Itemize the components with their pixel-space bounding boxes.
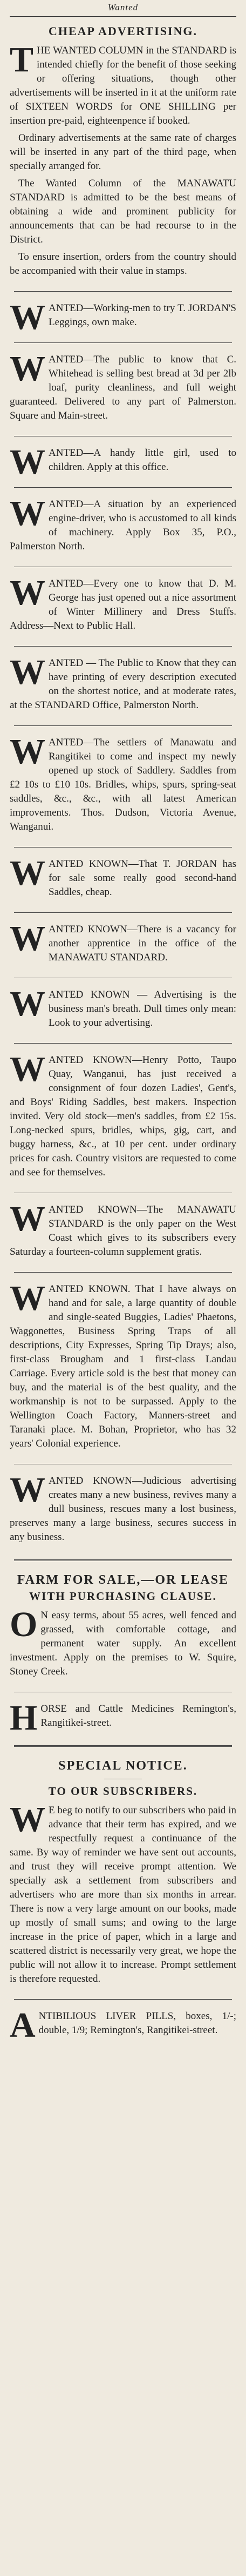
ad-paragraph: ANTED—The public to know that C. Whitehead is selling best bread at 3d per 2lb loaf, purity cleanliness, and full weight guaranteed. Delivered to any part of Palmerston. Square and Main-street. [10,354,236,421]
drop-cap: T [10,40,34,79]
drop-cap: W [10,853,45,893]
ad-paragraph: ANTED KNOWN—Judicious advertising creates many a new business, revives many a dull business, rescues many a lost business, preserves many a large business, secures success in any business. [10,1475,236,1543]
drop-cap: W [10,1199,45,1239]
ads-list [10,40,236,1548]
ad-paragraph: ANTED KNOWN—The MANAWATU STANDARD is the only paper on the West Coast which gives to its subscribers every Saturday a fourteen-column supplement gratis. [10,1204,236,1257]
pills-ad [10,2006,236,2045]
horse-ad [10,1698,236,1738]
classified-ad [10,298,236,337]
divider [14,912,232,913]
newspaper-column [10,0,236,2045]
classified-ad [10,1470,236,1548]
ad-paragraph: ANTED KNOWN—That T. JORDAN has for sale some really good second-hand Saddles, cheap. [49,858,236,898]
drop-cap: W [10,442,45,482]
notice-title: SPECIAL NOTICE. [58,1759,188,1773]
section-title: CHEAP ADVERTISING. [48,24,198,38]
divider [14,1745,232,1747]
notice-subtitle: TO OUR SUBSCRIBERS. [48,1785,198,1798]
classified-ad [10,494,236,557]
classified-ad [10,984,236,1033]
drop-cap: O [10,1605,38,1644]
drop-cap: W [10,1470,45,1510]
classified-ad [10,853,236,903]
pills-text: NTIBILIOUS LIVER PILLS, boxes, 1/-; double, 1/9; Remington's, Rangitikei-street. [38,2010,236,2036]
notice-text: E beg to notify to our subscribers who paid in advance that their term has expired, and we respectfully request a continuance of the same. By way of reminder we have sent out accounts, and trust they will receive prompt attention. We specially ask a settlement from subscribers and advertisers who are more than six months in arrear. There is now a very large amount on our books, made up mostly of small sums; and owing to the large increase in the price of paper, which in a large and scattered district is necessarily very great, we hope the public will not allow it to increase. Prompt settlement is therefore requested. [10,1805,236,1985]
divider [14,646,232,647]
divider [14,1043,232,1044]
classified-ad [10,1279,236,1454]
ad-paragraph: ANTED—Every one to know that D. M. George has just opened out a nice assortment of Winter Millinery and Dress Stuffs. Address—Next to Public Hall. [10,578,236,631]
ad-paragraph: The Wanted Column of the MANAWATU STANDARD is admitted to be the best means of obtaining a wide and prominent publicity for announcements that can be had recourse to in the District. [10,178,236,245]
drop-cap: W [10,573,45,613]
classified-ad [10,573,236,636]
farm-body [10,1605,236,1682]
classified-ad [10,40,236,281]
farm-text: N easy terms, about 55 acres, well fenced and grassed, with comfortable cottage, and permanent water supply. An excellent investment. Apply on the premises to W. Squire, Stoney Creek. [10,1610,236,1677]
drop-cap: W [10,1050,45,1089]
drop-cap: W [10,494,45,533]
classified-ad [10,1199,236,1262]
classified-ad [10,653,236,716]
classified-ad [10,919,236,968]
special-notice [10,1759,236,1989]
ad-paragraph: ANTED KNOWN—There is a vacancy for another apprentice in the office of the MANAWATU STANDARD. [49,924,236,963]
divider [14,1272,232,1273]
drop-cap: W [10,653,45,692]
farm-title: FARM FOR SALE,—OR LEASE [17,1573,229,1587]
divider [14,847,232,848]
ad-paragraph: ANTED KNOWN. That I have always on hand and for sale, a large quantity of double and single-seated Buggies, Ladies' Phaetons, Waggonettes, Business Spring Traps of all descriptions, City Expresses, Spring Tip Drays; also, first-class Brougham and 1 first-class Landau Carriage. Every article sold is the best that money can buy, and the material is of the best quality, and the workmanship is not to be surpassed. Apply to the Wellington Coach Factory, Manners-street and Taranaki place. M. Bohan, Proprietor, who has 32 years' Colonial experience. [10,1283,236,1449]
drop-cap: H [10,1698,38,1738]
ad-paragraph: ANTED KNOWN—Henry Potto, Taupo Quay, Wanganui, has just received a consignment of four dozen Ladies', Gent's, and Boys' Riding Saddles, best makers. Inspection invited. Very old stock—men's saddles, from £2 15s. Long-necked spurs, bridles, whips, gig, cart, and buggy harness, &c., at 10 per cent. under ordinary prices for cash. Country visitors are requested to come and see for themselves. [10,1054,236,1178]
farm-ad [10,1573,236,1682]
ad-paragraph: ANTED—Working-men to try T. JORDAN'S Leggings, own make. [49,302,236,328]
drop-cap: W [10,984,45,1024]
header-rule [10,16,236,17]
divider [14,342,232,343]
ad-paragraph: Ordinary advertisements at the same rate of charges will be inserted in any part of the third page, when specially arranged for. [10,132,236,172]
ad-paragraph: ANTED — The Public to Know that they can have printing of every description executed on the shortest notice, and at moderate rates, at the STANDARD Office, Palmerston North. [10,657,236,711]
horse-text: ORSE and Cattle Medicines Remington's, Rangitikei-street. [40,1703,236,1728]
drop-cap: W [10,732,45,771]
divider [14,1999,232,2000]
drop-cap: W [10,919,45,958]
farm-subtitle: WITH PURCHASING CLAUSE. [29,1590,217,1603]
ad-paragraph: HE WANTED COLUMN in the STANDARD is intended chiefly for the benefit of those seeking or offering situations, though other advertisements will be inserted in it at the uniform rate of SIXTEEN WORDS for ONE SHILLING per insertion pre-paid, eighteenpence if booked. [10,45,236,126]
divider [14,291,232,292]
classified-ad [10,732,236,837]
drop-cap: W [10,1800,45,1839]
classified-ad [10,1050,236,1183]
ad-paragraph: ANTED KNOWN — Advertising is the business man's breath. Dull times only mean: Look to your advertising. [49,989,236,1028]
drop-cap: W [10,298,45,337]
classified-ad [10,349,236,426]
drop-cap: W [10,349,45,388]
ad-paragraph: ANTED—The settlers of Manawatu and Rangitikei to come and inspect my newly opened up stock of Saddlery. Saddles from £2 10s to £10 10s. Bridles, whips, spurs, spring-seat saddles, &c., &c., with all latest American improvements. Thos. Dudson, Victoria Avenue, Wanganui. [10,737,236,832]
notice-body [10,1800,236,1989]
divider [14,725,232,726]
drop-cap: A [10,2006,36,2045]
ad-paragraph: To ensure insertion, orders from the country should be accompanied with their value in stamps. [10,251,236,277]
ad-paragraph: ANTED—A handy little girl, used to children. Apply at this office. [49,447,236,473]
ad-paragraph: ANTED—A situation by an experienced engine-driver, who is accustomed to all kinds of machinery. Apply Box 35, P.O., Palmerston North. [10,499,236,552]
drop-cap: W [10,1279,45,1318]
classified-ad [10,442,236,482]
column-header: Wanted [107,2,139,12]
divider [14,487,232,488]
divider [14,1559,232,1561]
